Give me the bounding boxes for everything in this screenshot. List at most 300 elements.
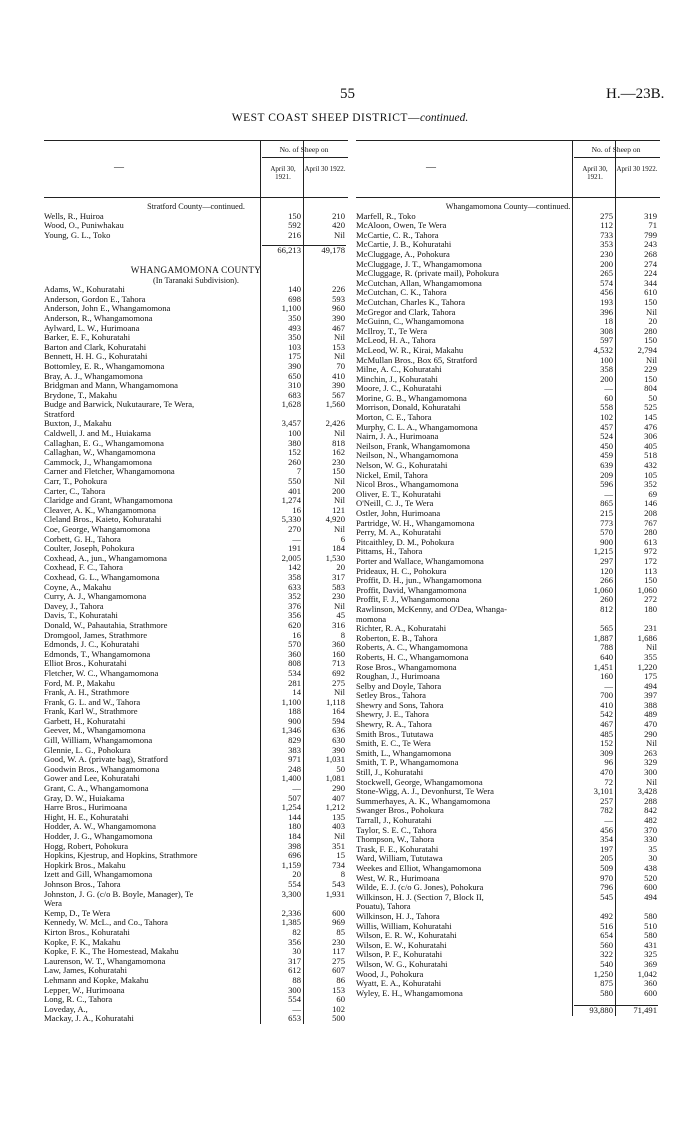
owner-name: Nelson, W. G., Kohuratahi: [356, 461, 448, 471]
owner-name: Gower and Lee, Kohuratahi: [44, 774, 140, 784]
sheep-1922: 969: [332, 917, 345, 928]
owner-name: Barton and Clark, Kohuratahi: [44, 342, 147, 352]
section-whangamomona-county: WHANGAMOMONA COUNTY: [130, 264, 262, 275]
table-row: [44, 918, 348, 928]
owner-name: Setley Bros., Tahora: [356, 691, 426, 701]
sheep-1921: 1,100: [281, 303, 301, 314]
sheep-1922: 407: [332, 792, 345, 803]
owner-name: Kennedy, W. McL., and Co., Tahora: [44, 918, 168, 928]
owner-name: Shewry, R. A., Tahora: [356, 720, 432, 730]
table-row: [356, 701, 660, 711]
year-1922-header: April 30 1922.: [304, 165, 346, 173]
sheep-1921: 492: [600, 910, 613, 921]
table-row: [356, 989, 660, 999]
sheep-1922: 15: [336, 850, 345, 861]
sheep-1921: 297: [600, 555, 613, 566]
table-row: [356, 768, 660, 778]
owner-name: Johnston, J. G. (c/o B. Boyle, Manager), Te: [44, 889, 194, 899]
table-row: [356, 806, 660, 816]
sheep-1921: 350: [288, 312, 301, 323]
owner-name: Young, G. L., Toko: [44, 230, 111, 240]
sheep-1922: 960: [332, 303, 345, 314]
sheep-1921: —: [292, 1003, 301, 1014]
owner-name: Prideaux, H. C., Pohokura: [356, 566, 447, 576]
table-row: [356, 327, 660, 337]
sheep-1922: 494: [644, 891, 657, 902]
total-1922: 49,178: [321, 245, 345, 256]
owner-name: Cammock, J., Whangamomona: [44, 457, 152, 467]
table-row: [356, 682, 660, 692]
owner-name: Ford, M. P., Makahu: [44, 678, 115, 688]
table-row: [356, 394, 660, 404]
sheep-1921: 30: [292, 946, 301, 957]
sheep-1921: 191: [288, 543, 301, 554]
sheep-1922: 470: [644, 719, 657, 730]
owner-name: Wera: [44, 899, 62, 909]
table-row: [356, 710, 660, 720]
sheep-1921: 260: [288, 456, 301, 467]
owner-name: Bennett, H. H. G., Kohuratahi: [44, 352, 148, 362]
owner-name: Anderson, Gordon E., Tahora: [44, 294, 146, 304]
sheep-1921: 485: [600, 728, 613, 739]
sheep-1921: 3,457: [281, 418, 301, 429]
sheep-1921: 72: [604, 776, 613, 787]
sheep-1922: 319: [644, 210, 657, 221]
sheep-1921: 696: [288, 850, 301, 861]
sheep-1921: 540: [600, 958, 613, 969]
table-header: [356, 140, 660, 198]
table-row: [356, 595, 660, 605]
sheep-1921: 450: [600, 440, 613, 451]
sheep-1922: 172: [644, 555, 657, 566]
total-1922: 71,491: [633, 1005, 657, 1016]
table-row: [356, 499, 660, 509]
owner-name: Edmonds, T., Whangamomona: [44, 649, 151, 659]
sheep-1921: 560: [600, 939, 613, 950]
table-row: [44, 669, 348, 679]
table-row: [44, 372, 348, 382]
table-row: [44, 285, 348, 295]
sheep-1921: 516: [600, 920, 613, 931]
table-row: [44, 870, 348, 880]
sheep-1921: 160: [600, 671, 613, 682]
table-row: [356, 212, 660, 222]
sheep-1922: 1,060: [637, 584, 657, 595]
owner-name: Pitcaithley, D. M., Pohokura: [356, 537, 455, 547]
owner-name: Pittams, H., Tahora: [356, 547, 423, 557]
sheep-1921: 308: [600, 325, 613, 336]
owner-name: Anderson, John E., Whangamomona: [44, 304, 171, 314]
sheep-1922: 734: [332, 859, 345, 870]
owner-name: Geever, M., Whangamomona: [44, 726, 146, 736]
table-row: [44, 535, 348, 545]
sheep-1922: 20: [336, 562, 345, 573]
owner-name: Dromgool, James, Strathmore: [44, 630, 148, 640]
sheep-1921: 266: [600, 575, 613, 586]
owner-name: Nairn, J. A., Hurimoana: [356, 432, 439, 442]
table-row: [356, 231, 660, 241]
table-row: [356, 336, 660, 346]
table-row: [356, 797, 660, 807]
owner-name: Roberts, A. C., Whangamomona: [356, 643, 468, 653]
table-row: [356, 423, 660, 433]
table-row: [356, 461, 660, 471]
owner-name: Murphy, C. L. A., Whangamomona: [356, 422, 478, 432]
title-continued: continued.: [419, 112, 469, 124]
sheep-1921: 100: [288, 428, 301, 439]
table-row: [356, 346, 660, 356]
sheep-1922: 200: [332, 485, 345, 496]
owner-name: Hopkirk Bros., Makahu: [44, 860, 126, 870]
sheep-1922: 2,794: [637, 344, 657, 355]
owner-name: Taylor, S. E. C., Tahora: [356, 825, 437, 835]
left-column-table: [44, 140, 348, 1024]
sheep-1921: 281: [288, 677, 301, 688]
owner-name: Coe, George, Whangamomona: [44, 525, 151, 534]
owner-name: Long, R. C., Tahora: [44, 995, 113, 1005]
table-row: [44, 611, 348, 621]
sheep-1921: 317: [288, 955, 301, 966]
sheep-1921: 350: [288, 332, 301, 343]
table-row: [44, 899, 348, 909]
right-column-table: [356, 140, 660, 1016]
table-row: [44, 515, 348, 525]
sheep-1922: 438: [644, 862, 657, 873]
sheep-1922: 420: [332, 220, 345, 231]
owner-name: Thompson, W., Tahora: [356, 835, 435, 845]
sheep-1921: 875: [600, 978, 613, 989]
sheep-1921: 230: [600, 248, 613, 259]
table-row: [356, 317, 660, 327]
sheep-1922: 432: [644, 460, 657, 471]
sheep-1922: 35: [648, 843, 657, 854]
table-row: [44, 496, 348, 506]
sheep-1921: 390: [288, 360, 301, 371]
sheep-1921: 14: [292, 687, 301, 698]
sheep-1922: 692: [332, 667, 345, 678]
table-row: [356, 298, 660, 308]
sheep-1921: 216: [288, 229, 301, 240]
owner-name: Stratford: [44, 409, 75, 419]
sheep-1922: 329: [644, 757, 657, 768]
owner-name: Anderson, R., Whangamomona: [44, 313, 153, 323]
table-row: [44, 640, 348, 650]
table-row: [44, 698, 348, 708]
table-row: [356, 749, 660, 759]
sheep-1922: Nil: [334, 332, 345, 343]
owner-name: Grant, C. A., Whangamomona: [44, 784, 149, 794]
left-table-body: [44, 198, 348, 1024]
owner-name: Cleland Bros., Kaieto, Kohuratahi: [44, 515, 162, 525]
sheep-1922: 71: [648, 220, 657, 231]
owner-name: Harre Bros., Hurimoana: [44, 803, 128, 813]
sheep-1921: 456: [600, 287, 613, 298]
owner-name: Ostler, John, Hurimoana: [356, 509, 441, 518]
sheep-1921: 120: [600, 565, 613, 576]
sheep-1922: 630: [332, 735, 345, 746]
sheep-1921: 554: [288, 994, 301, 1005]
owner-name: Morine, G. B., Whangamomona: [356, 393, 467, 403]
table-row: [44, 726, 348, 736]
table-row: [356, 615, 660, 625]
sheep-1921: 180: [288, 821, 301, 832]
owner-name: Kopke, F. K., Makahu: [44, 937, 121, 947]
section-subdivision-note: (In Taranaki Subdivision).: [153, 275, 239, 285]
sheep-1921: 653: [288, 1013, 301, 1024]
table-row: [356, 730, 660, 740]
table-row: [356, 221, 660, 231]
table-row: [356, 720, 660, 730]
sheep-1922: 231: [644, 623, 657, 634]
sheep-1921: 112: [600, 220, 613, 231]
sheep-1921: 197: [600, 843, 613, 854]
table-row: [44, 803, 348, 813]
sheep-1922: Nil: [334, 229, 345, 240]
table-row: [356, 509, 660, 519]
table-row: [44, 746, 348, 756]
sheep-1921: 184: [288, 831, 301, 841]
table-row: [44, 400, 348, 410]
sheep-1922: 275: [332, 677, 345, 688]
sheep-1922: 288: [644, 795, 657, 806]
sheep-1922: 405: [644, 440, 657, 451]
sheep-1921: 683: [288, 389, 301, 400]
owner-name: Laurenson, W. T., Whangamomona: [44, 956, 166, 966]
table-row: [44, 458, 348, 468]
owner-name: Coxhead, G. L., Whangamomona: [44, 572, 160, 582]
owner-name: Nickel, Emil, Tahora: [356, 470, 428, 480]
owner-name: Trask, F. E., Kohuratahi: [356, 844, 439, 854]
table-row: [356, 480, 660, 490]
sheep-1921: 353: [600, 239, 613, 250]
owner-name: McCutchan, C. K., Tahora: [356, 288, 447, 298]
sheep-1922: 226: [332, 284, 345, 295]
table-row: [356, 778, 660, 788]
sheep-1921: 650: [288, 370, 301, 381]
table-row: [44, 525, 348, 535]
sheep-1922: 525: [644, 402, 657, 413]
owner-name: Swanger Bros., Pohokura: [356, 806, 444, 816]
total-row: [356, 1006, 660, 1016]
sheep-1922: 1,081: [325, 773, 345, 784]
sheep-1921: 773: [600, 517, 613, 528]
owner-name: Mackay, J. A., Kohuratahi: [44, 1014, 134, 1024]
table-row: [356, 451, 660, 461]
sheep-1921: 380: [288, 437, 301, 448]
table-row: [44, 784, 348, 794]
sheep-1921: 358: [288, 571, 301, 582]
table-row: [356, 864, 660, 874]
sheep-count-header: No. of Sheep on: [279, 145, 329, 154]
sheep-1922: 274: [644, 258, 657, 269]
table-row: [356, 979, 660, 989]
table-row: [44, 477, 348, 487]
sheep-1921: 640: [600, 651, 613, 662]
sheep-count-header: No. of Sheep on: [591, 145, 641, 154]
year-1922-header: April 30 1922.: [616, 165, 658, 173]
owner-name: Frank, Karl W., Strathmore: [44, 707, 138, 717]
report-reference: H.—23B.: [606, 86, 665, 102]
sheep-1922: Nil: [646, 776, 657, 787]
table-row: [44, 448, 348, 458]
owner-name: Roberts, H. C., Whangamomona: [356, 652, 469, 662]
sheep-1922: 397: [644, 690, 657, 701]
table-row: [44, 419, 348, 429]
sheep-1922: 580: [644, 910, 657, 921]
sheep-1922: 355: [644, 651, 657, 662]
sheep-1922: 518: [644, 450, 657, 461]
sheep-1922: 431: [644, 939, 657, 950]
sheep-1921: 808: [288, 658, 301, 669]
sheep-1922: 410: [332, 370, 345, 381]
sheep-1922: 500: [332, 1013, 345, 1024]
sheep-1922: Nil: [646, 354, 657, 365]
table-row: [356, 912, 660, 922]
sheep-1922: 390: [332, 744, 345, 755]
page-title: [0, 112, 700, 124]
table-row: [44, 439, 348, 449]
table-row: [44, 410, 348, 420]
owner-name: Rawlinson, McKenny, and O'Dea, Whanga-: [356, 604, 507, 614]
owner-name: Brydone, T., Makahu: [44, 390, 117, 400]
owner-name: Bray, A. J., Whangamomona: [44, 371, 143, 381]
sheep-1921: 96: [604, 757, 613, 768]
sheep-1921: 175: [288, 351, 301, 362]
sheep-1921: 596: [600, 479, 613, 490]
owner-name: Gray, D. W., Huiakama: [44, 793, 125, 803]
sheep-1922: 135: [332, 811, 345, 822]
sheep-1921: 7: [296, 466, 301, 477]
sheep-1921: 18: [604, 316, 613, 327]
sheep-1922: 344: [644, 277, 657, 288]
table-row: [44, 631, 348, 641]
sheep-1921: 459: [600, 450, 613, 461]
table-row: [356, 240, 660, 250]
table-row: [356, 413, 660, 423]
owner-name: Frank, G. L. and W., Tahora: [44, 697, 141, 707]
sheep-1922: 180: [644, 603, 657, 614]
table-row: [356, 624, 660, 634]
sheep-1922: 476: [644, 421, 657, 432]
sheep-1921: 5,330: [281, 514, 301, 525]
sheep-1922: 268: [644, 248, 657, 259]
sheep-1922: 290: [644, 728, 657, 739]
sheep-1922: 280: [644, 325, 657, 336]
sheep-1921: 215: [600, 508, 613, 518]
owner-name: Morton, C. E., Tahora: [356, 413, 432, 423]
table-row: [356, 576, 660, 586]
table-row: [44, 343, 348, 353]
sheep-1922: 4,920: [325, 514, 345, 525]
owner-name: McCutchan, Allan, Whangamomona: [356, 278, 482, 288]
sheep-1921: 865: [600, 498, 613, 509]
sheep-1922: 593: [332, 293, 345, 304]
sheep-1922: 330: [644, 834, 657, 845]
table-row: [356, 403, 660, 413]
sheep-1921: 545: [600, 891, 613, 902]
sheep-1922: 543: [332, 878, 345, 889]
table-row: [356, 384, 660, 394]
owner-name: Marfell, R., Toko: [356, 211, 416, 221]
table-row: [356, 375, 660, 385]
sheep-1921: 1,628: [281, 399, 301, 410]
sheep-1921: 2,005: [281, 552, 301, 563]
table-row: [44, 304, 348, 314]
sheep-1922: Nil: [334, 687, 345, 698]
sheep-1921: 900: [600, 536, 613, 547]
table-row: [44, 221, 348, 231]
owner-name: Oliver, E. T., Kohuratahi: [356, 489, 442, 499]
owner-name: Law, James, Kohuratahi: [44, 966, 127, 976]
sheep-1922: 300: [644, 767, 657, 778]
name-column-header: —: [426, 162, 436, 173]
table-row: [44, 880, 348, 890]
sheep-1921: 456: [600, 824, 613, 835]
owner-name: Proffit, David, Whangamomona: [356, 585, 467, 595]
total-row: [44, 246, 348, 256]
sheep-1922: Nil: [334, 351, 345, 362]
sheep-1922: 150: [644, 373, 657, 384]
owner-name: Wilkinson, H. J. (Section 7, Block II,: [356, 892, 484, 902]
sheep-1921: 1,159: [281, 859, 301, 870]
table-row: [356, 758, 660, 768]
owner-name: Selby and Doyle, Tahora: [356, 681, 442, 691]
sheep-1922: 567: [332, 389, 345, 400]
sheep-1921: 352: [288, 591, 301, 602]
section-stratford-county-continued: Stratford County—continued.: [147, 202, 245, 211]
sheep-1921: 3,101: [593, 786, 613, 797]
table-row: [44, 487, 348, 497]
owner-name: Wells, R., Huiroa: [44, 211, 104, 221]
sheep-1922: 230: [332, 591, 345, 602]
sheep-1922: 482: [644, 815, 657, 825]
table-row: [44, 381, 348, 391]
sheep-1921: 1,250: [593, 968, 613, 979]
owner-name: McCluggage, R. (private mail), Pohokura: [356, 269, 499, 279]
sheep-1921: 524: [600, 431, 613, 442]
owner-name: Weekes and Elliot, Whangamomona: [356, 863, 482, 873]
sheep-1922: Nil: [334, 600, 345, 611]
owner-name: Wyley, E. H., Whangamomona: [356, 988, 463, 998]
table-row: [356, 260, 660, 270]
table-row: [44, 765, 348, 775]
sheep-1922: 85: [336, 926, 345, 937]
owner-name: Kemp, D., Te Wera: [44, 908, 111, 918]
sheep-1922: 467: [332, 322, 345, 333]
table-row: [44, 621, 348, 631]
sheep-1921: 144: [288, 811, 301, 822]
owner-name: Porter and Wallace, Whangamomona: [356, 556, 484, 566]
sheep-1922: 162: [332, 447, 345, 458]
sheep-1922: 360: [332, 639, 345, 650]
table-row: [44, 957, 348, 967]
table-row: [44, 324, 348, 334]
sheep-1922: 370: [644, 824, 657, 835]
sheep-1921: 550: [288, 476, 301, 487]
sheep-1921: —: [292, 783, 301, 794]
sheep-1922: 229: [644, 364, 657, 375]
sheep-1921: 1,385: [281, 917, 301, 928]
sheep-1922: 86: [336, 974, 345, 985]
sheep-1921: 574: [600, 277, 613, 288]
sheep-1921: 16: [292, 629, 301, 640]
owner-name: McCluggage, J. T., Whangamomona: [356, 259, 482, 269]
sheep-1922: Nil: [334, 831, 345, 841]
table-row: [356, 931, 660, 941]
table-row: [44, 544, 348, 554]
year-1921-header: April 30, 1921.: [270, 165, 296, 181]
owner-name: Adams, W., Kohuratahi: [44, 285, 125, 295]
